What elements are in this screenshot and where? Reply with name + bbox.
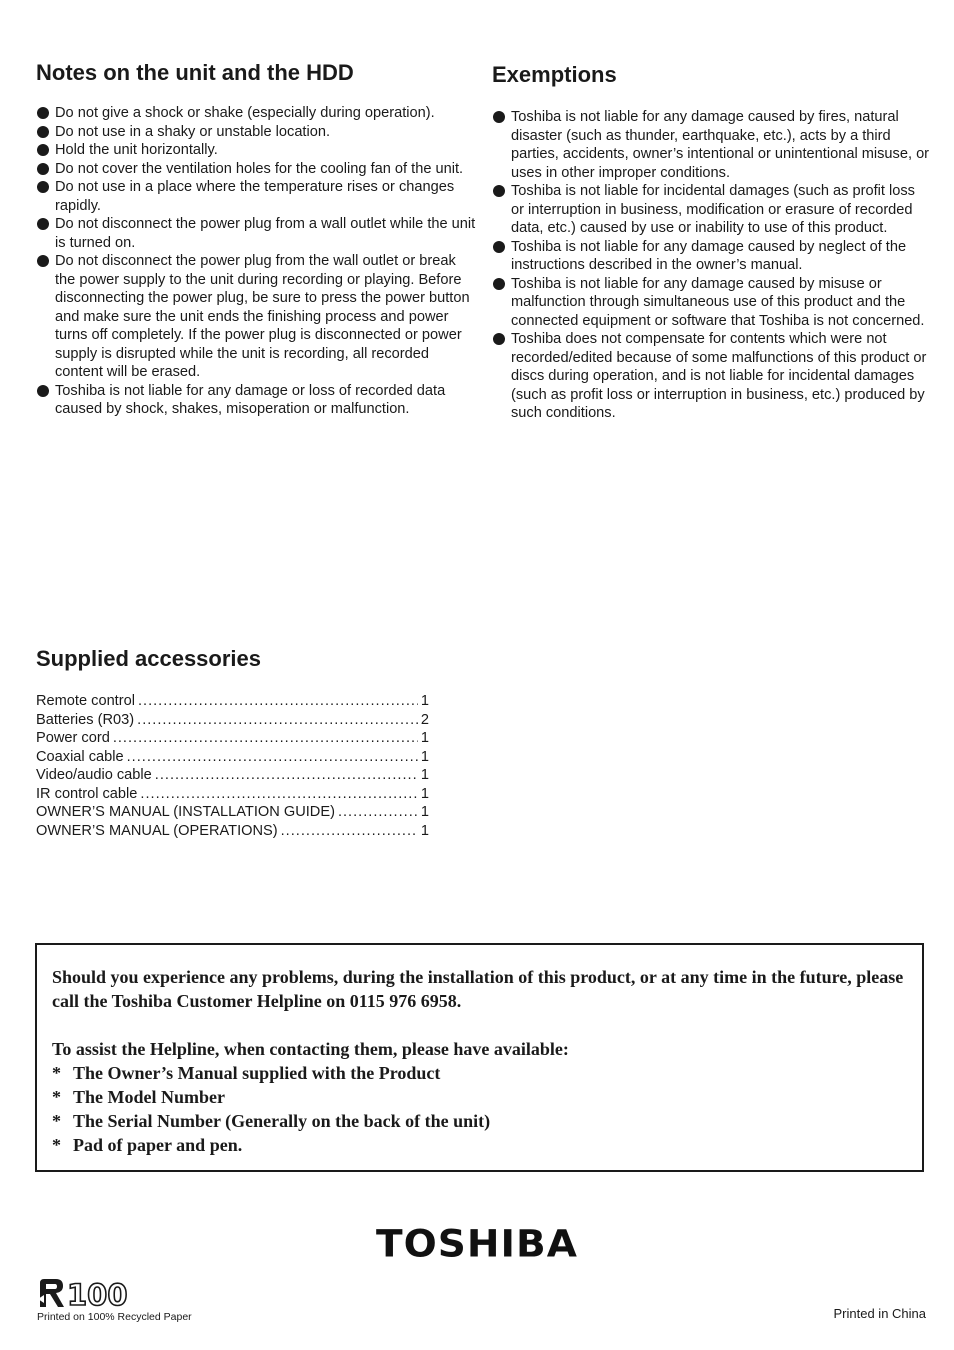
accessory-qty: 1: [420, 730, 429, 746]
list-item: [36, 382, 476, 419]
leader-dots: [140, 785, 417, 804]
list-item: [36, 104, 476, 123]
helpline-intro: Should you experience any problems, during the installation of this product, or at any time in the future, please call the Toshiba Customer Helpline on 0115 976 6958.: [52, 967, 904, 1011]
list-item-text: Toshiba is not liable for any damage caused by fires, natural disaster (such as thunder, earthquake, etc.), acts by a third parties, accidents, owner’s intentional or unintentional misuse, or uses in other improper conditions.: [511, 109, 930, 181]
exemptions-title: Exemptions: [492, 62, 617, 87]
accessory-row: [36, 766, 429, 785]
list-item: [52, 1133, 907, 1157]
bullet-icon: [493, 278, 505, 290]
leader-dots: [138, 692, 418, 711]
list-item-text: Toshiba is not liable for any damage or loss of recorded data caused by shock, shakes, misoperation or malfunction.: [55, 382, 446, 417]
spacer: [52, 1013, 907, 1037]
accessory-row: [36, 729, 429, 748]
list-item: [36, 141, 476, 160]
list-item-text: Pad of paper and pen.: [73, 1135, 243, 1155]
bullet-icon: [493, 241, 505, 253]
list-item: [52, 1085, 907, 1109]
accessory-qty: 1: [420, 693, 429, 709]
list-item: [492, 275, 930, 331]
bullet-icon: [493, 111, 505, 123]
list-item-text: Do not use in a place where the temperature rises or changes rapidly.: [55, 179, 455, 214]
accessory-label: Batteries (R03): [36, 711, 135, 728]
list-item-text: The Owner’s Manual supplied with the Product: [73, 1063, 441, 1083]
helpline-box: [35, 943, 924, 1172]
list-item-text: Do not disconnect the power plug from the wall outlet or break the power supply to the unit during recording or playing. Before disconnecting the power plug, be sure to press the power button and make sure the unit ends the finishing process and power turns off completely. If the power plug is disconnected or power supply is disrupted while the unit is recording, all recorded content will be erased.: [55, 253, 470, 380]
accessories-list: [36, 692, 436, 840]
asterisk-icon: *: [52, 1111, 61, 1131]
recycle-mark: [37, 1277, 133, 1309]
bullet-icon: [37, 107, 49, 119]
bullet-icon: [37, 163, 49, 175]
leader-dots: [137, 711, 418, 730]
accessory-row: [36, 711, 429, 730]
accessory-row: [36, 785, 429, 804]
helpline-list: [52, 1061, 907, 1157]
helpline-assist: To assist the Helpline, when contacting them, please have available:: [52, 1039, 569, 1059]
list-item: [36, 215, 476, 252]
asterisk-icon: *: [52, 1135, 61, 1155]
accessories-section: [36, 646, 436, 840]
notes-title: Notes on the unit and the HDD: [36, 60, 354, 85]
list-item-text: Toshiba is not liable for incidental damages (such as profit loss or interruption in business, modification or erasure of recorded data, etc.) caused by use or inability to use of this product.: [511, 183, 915, 236]
list-item-text: Do not disconnect the power plug from a wall outlet while the unit is turned on.: [55, 216, 476, 251]
list-item-text: Hold the unit horizontally.: [55, 142, 218, 158]
notes-list: [36, 104, 476, 419]
accessory-label: IR control cable: [36, 785, 138, 802]
accessory-qty: 2: [420, 711, 429, 728]
leader-dots: [338, 803, 418, 822]
bullet-icon: [37, 218, 49, 230]
accessory-qty: 1: [420, 767, 429, 783]
exemptions-list: [492, 108, 930, 423]
accessories-title: Supplied accessories: [36, 646, 261, 671]
list-item-text: The Model Number: [73, 1087, 225, 1107]
accessory-qty: 1: [420, 804, 429, 820]
accessory-label: Video/audio cable: [36, 767, 152, 783]
list-item: [36, 123, 476, 142]
list-item: [36, 160, 476, 179]
accessory-qty: 1: [420, 785, 429, 802]
accessory-qty: 1: [420, 748, 429, 765]
bullet-icon: [493, 333, 505, 345]
printed-in: Printed in China: [833, 1306, 926, 1321]
accessory-label: Power cord: [36, 730, 110, 746]
recycle-r-shape: [40, 1279, 64, 1307]
list-item: [492, 330, 930, 423]
accessory-row: [36, 822, 429, 841]
exemptions-section: [492, 60, 930, 423]
asterisk-icon: *: [52, 1063, 61, 1083]
accessory-row: [36, 692, 429, 711]
list-item: [492, 182, 930, 238]
leader-dots: [155, 766, 418, 785]
list-item-text: Do not use in a shaky or unstable location.: [55, 123, 331, 140]
list-item-text: Toshiba is not liable for any damage caused by misuse or malfunction through simultaneous use of this product and the connected equipment or software that Toshiba is not concerned.: [511, 275, 925, 329]
bullet-icon: [37, 255, 49, 267]
list-item: [36, 252, 476, 382]
leader-dots: [127, 748, 418, 767]
accessory-label: OWNER’S MANUAL (INSTALLATION GUIDE): [36, 804, 335, 820]
bullet-icon: [37, 144, 49, 156]
list-item: [492, 108, 930, 182]
bullet-icon: [37, 181, 49, 193]
recycle-caption: Printed on 100% Recycled Paper: [37, 1311, 192, 1323]
accessory-row: [36, 748, 429, 767]
list-item-text: Do not give a shock or shake (especially during operation).: [55, 105, 435, 121]
list-item-text: Toshiba does not compensate for contents which were not recorded/edited because of some malfunctions of this product or discs during operation, and is not liable for incidental damages (such as profit loss or interruption in business, etc.) produced by such conditions.: [511, 331, 927, 421]
accessory-label: OWNER’S MANUAL (OPERATIONS): [36, 822, 278, 839]
recycle-r-icon: [37, 1277, 133, 1309]
leader-dots: [113, 729, 418, 748]
list-item-text: Do not cover the ventilation holes for the cooling fan of the unit.: [55, 160, 464, 177]
list-item: [36, 178, 476, 215]
brand-logo-text: TOSHIBA: [376, 1223, 578, 1266]
recycle-percent: 100: [67, 1278, 128, 1309]
notes-section: [36, 60, 476, 419]
brand-logo: [0, 1222, 954, 1267]
list-item-text: Toshiba is not liable for any damage caused by neglect of the instructions described in the owner’s manual.: [511, 238, 907, 273]
list-item: [492, 238, 930, 275]
list-item-text: The Serial Number (Generally on the back of the unit): [73, 1111, 491, 1131]
asterisk-icon: *: [52, 1087, 61, 1107]
bullet-icon: [37, 126, 49, 138]
accessory-label: Remote control: [36, 693, 135, 709]
accessory-row: [36, 803, 429, 822]
list-item: [52, 1061, 907, 1085]
bullet-icon: [37, 385, 49, 397]
accessory-label: Coaxial cable: [36, 748, 124, 765]
list-item: [52, 1109, 907, 1133]
bullet-icon: [493, 185, 505, 197]
leader-dots: [281, 822, 418, 841]
accessory-qty: 1: [420, 822, 429, 839]
